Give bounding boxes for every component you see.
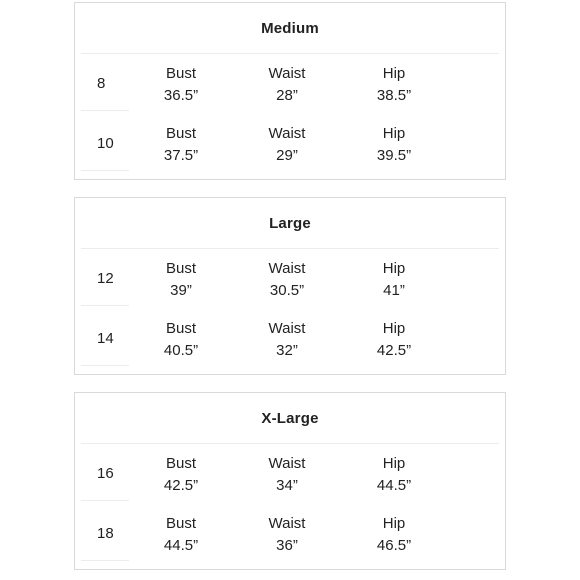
size-card-x-large	[74, 392, 506, 570]
bust-value: 39”	[170, 282, 192, 299]
size-card-medium	[74, 2, 506, 180]
bust-value: 40.5”	[163, 342, 199, 359]
waist-measure	[232, 258, 342, 302]
size-label: 8	[97, 75, 106, 92]
waist-value: 36”	[276, 537, 298, 554]
hip-value: 41”	[383, 282, 405, 299]
hip-value: 38.5”	[376, 87, 412, 104]
hip-value: 46.5”	[376, 537, 412, 554]
bust-value: 36.5”	[163, 87, 199, 104]
bust-measure	[126, 123, 236, 167]
row-divider	[81, 305, 129, 306]
row-divider	[81, 170, 129, 171]
hip-label: Hip	[382, 125, 406, 142]
size-row	[75, 120, 505, 170]
waist-value: 32”	[276, 342, 298, 359]
bust-measure	[126, 513, 236, 557]
hip-measure	[339, 123, 449, 167]
row-divider	[81, 560, 129, 561]
header-divider	[81, 248, 499, 249]
waist-measure	[232, 318, 342, 362]
waist-label: Waist	[268, 455, 306, 472]
size-card-large	[74, 197, 506, 375]
bust-label: Bust	[165, 65, 196, 82]
size-row	[75, 315, 505, 365]
waist-label: Waist	[268, 65, 306, 82]
bust-measure	[126, 453, 236, 497]
waist-value: 29”	[276, 147, 298, 164]
waist-measure	[232, 123, 342, 167]
waist-label: Waist	[268, 320, 306, 337]
waist-label: Waist	[268, 515, 306, 532]
size-row	[75, 60, 505, 110]
hip-value: 42.5”	[376, 342, 412, 359]
hip-label: Hip	[382, 260, 406, 277]
bust-value: 42.5”	[163, 477, 199, 494]
row-divider	[81, 365, 129, 366]
hip-measure	[339, 63, 449, 107]
hip-measure	[339, 453, 449, 497]
bust-label: Bust	[165, 515, 196, 532]
waist-label: Waist	[268, 125, 306, 142]
bust-label: Bust	[165, 260, 196, 277]
bust-label: Bust	[165, 125, 196, 142]
waist-measure	[232, 453, 342, 497]
size-row	[75, 255, 505, 305]
bust-label: Bust	[165, 320, 196, 337]
hip-label: Hip	[382, 65, 406, 82]
row-divider	[81, 500, 129, 501]
bust-measure	[126, 63, 236, 107]
hip-measure	[339, 513, 449, 557]
size-row	[75, 510, 505, 560]
waist-value: 28”	[276, 87, 298, 104]
size-label: 10	[97, 135, 114, 152]
bust-value: 44.5”	[163, 537, 199, 554]
hip-measure	[339, 318, 449, 362]
waist-measure	[232, 513, 342, 557]
size-label: 16	[97, 465, 114, 482]
bust-measure	[126, 318, 236, 362]
hip-value: 44.5”	[376, 477, 412, 494]
size-label: 12	[97, 270, 114, 287]
card-title: Large	[269, 215, 311, 232]
size-label: 14	[97, 330, 114, 347]
row-divider	[81, 110, 129, 111]
size-label: 18	[97, 525, 114, 542]
header-divider	[81, 443, 499, 444]
hip-label: Hip	[382, 515, 406, 532]
waist-measure	[232, 63, 342, 107]
bust-measure	[126, 258, 236, 302]
card-title: X-Large	[261, 410, 319, 427]
hip-value: 39.5”	[376, 147, 412, 164]
card-title: Medium	[261, 20, 319, 37]
hip-label: Hip	[382, 320, 406, 337]
hip-label: Hip	[382, 455, 406, 472]
waist-value: 34”	[276, 477, 298, 494]
bust-value: 37.5”	[163, 147, 199, 164]
hip-measure	[339, 258, 449, 302]
waist-value: 30.5”	[269, 282, 305, 299]
waist-label: Waist	[268, 260, 306, 277]
bust-label: Bust	[165, 455, 196, 472]
size-row	[75, 450, 505, 500]
header-divider	[81, 53, 499, 54]
